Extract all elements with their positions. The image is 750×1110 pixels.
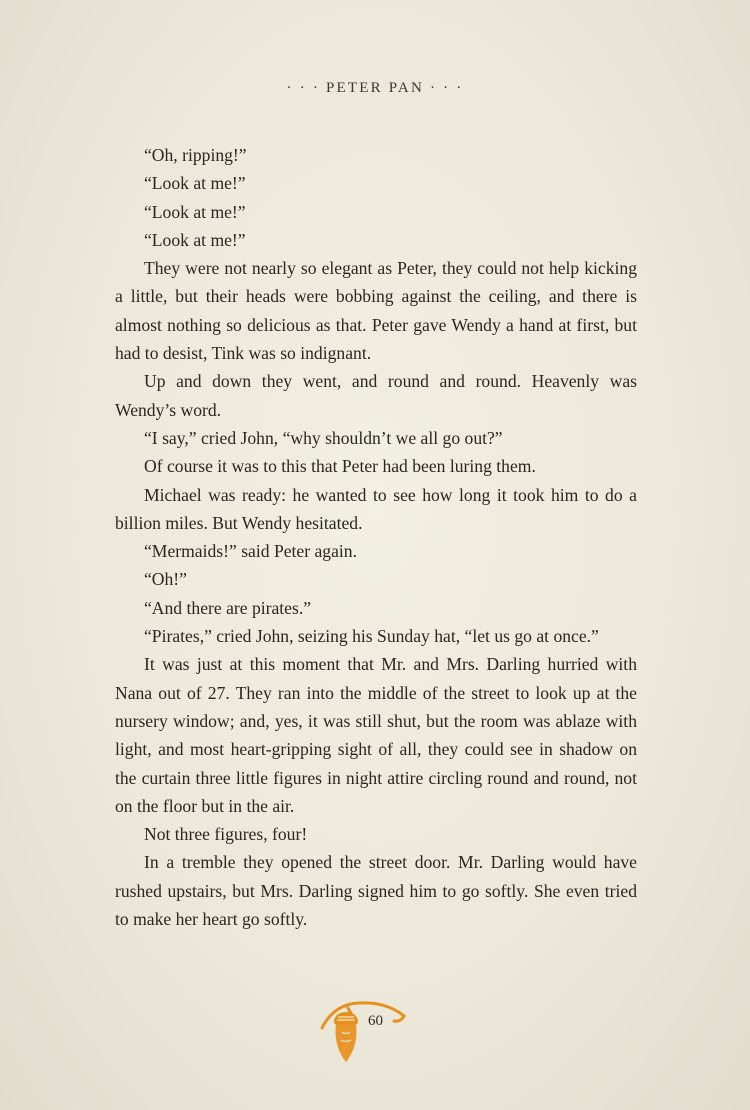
running-head: · · · PETER PAN · · ·: [286, 80, 464, 96]
paragraph: Not three figures, four!: [144, 824, 308, 845]
paragraph: “Oh, ripping!”: [144, 145, 247, 165]
page-footer: [0, 1000, 750, 1070]
page-number: 60: [368, 1013, 383, 1029]
paragraph: “Oh!”: [144, 569, 187, 590]
paragraph: “Look at me!”: [144, 201, 246, 222]
paragraph: “Pirates,” cried John, seizing his Sunday hat, “let us go at once.”: [144, 626, 599, 647]
paragraph: “Look at me!”: [144, 229, 246, 250]
paragraph: They were not nearly so elegant as Peter, they could not help kicking a little, but their heads were bobbing against the ceiling, and there is almost nothing so delicious as that. Peter gave Wendy a hand at first, but had to desist, Tink was so indignant.: [115, 258, 637, 364]
paragraph: Of course it was to this that Peter had been luring them.: [144, 456, 536, 477]
paragraph: “Mermaids!” said Peter again.: [144, 541, 357, 562]
body-text: [115, 141, 637, 933]
paragraph: “Look at me!”: [144, 173, 246, 194]
acorn-ornament-icon: [318, 1000, 408, 1070]
paragraph: Michael was ready: he wanted to see how long it took him to do a billion miles. But Wendy hesitated.: [115, 484, 637, 533]
paragraph: “And there are pirates.”: [144, 597, 312, 618]
paragraph: “I say,” cried John, “why shouldn’t we all go out?”: [144, 427, 503, 448]
paragraph: Up and down they went, and round and round. Heavenly was Wendy’s word.: [115, 371, 637, 420]
paragraph: In a tremble they opened the street door. Mr. Darling would have rushed upstairs, but Mrs. Darling signed him to go softly. She even tried to make her heart go softly.: [115, 852, 637, 930]
paragraph: It was just at this moment that Mr. and Mrs. Darling hurried with Nana out of 27. They ran into the middle of the street to look up at the nursery window; and, yes, it was still shut, but the room was ablaze with light, and most heart-gripping sight of all, they could see in shadow on the curtain three little figures in night attire circling round and round, not on the floor but in the air.: [115, 654, 637, 816]
